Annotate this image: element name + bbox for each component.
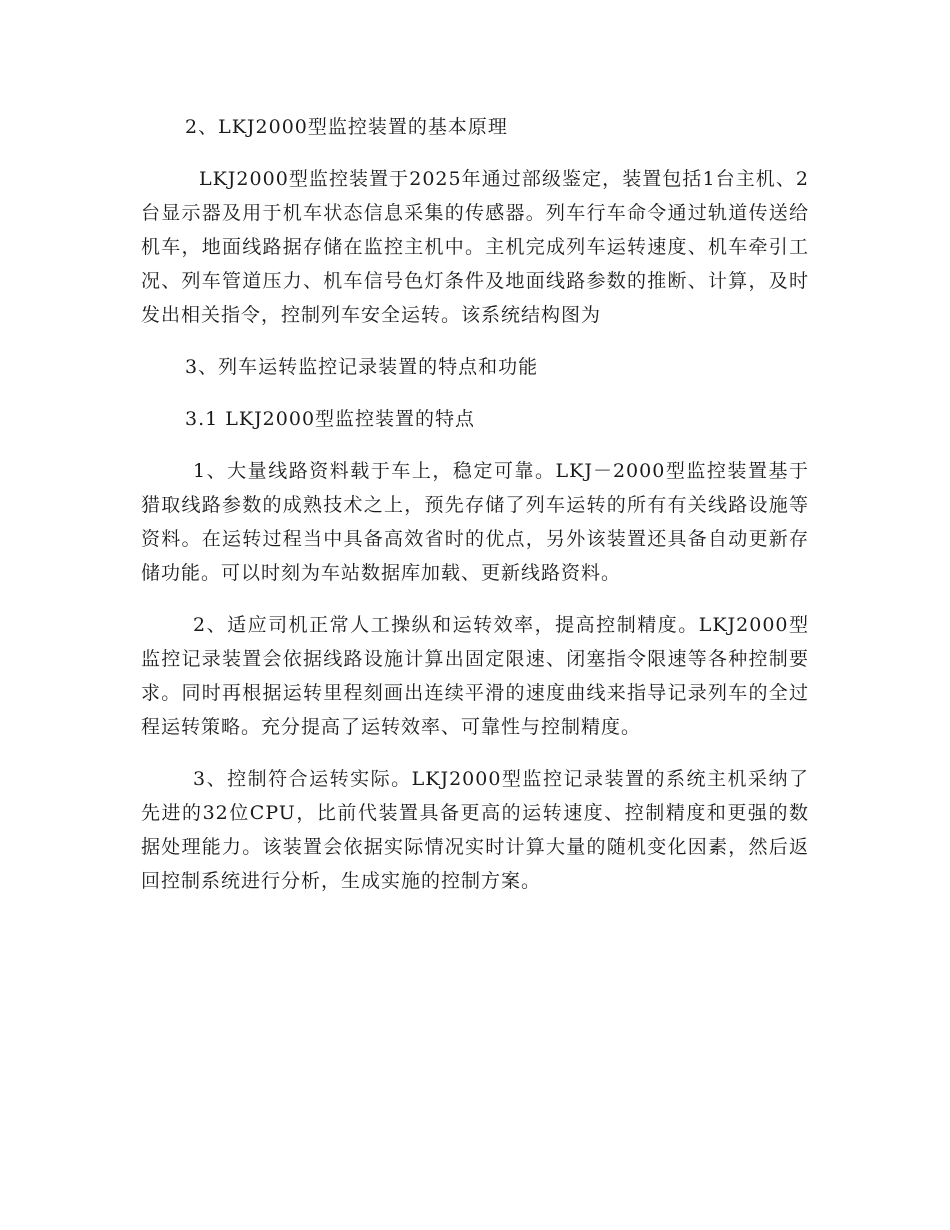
section-3-1-heading: 3.1 LKJ2000型监控装置的特点: [185, 408, 476, 430]
feature-point-1: 1、大量线路资料载于车上，稳定可靠。LKJ－2000型监控装置基于猎取线路参数的成熟技术之上，预先存储了列车运转的所有有关线路设施等资料。在运转过程当中具备高效省时的优点，另外该装置还具备自动更新存储功能。可以时刻为车站数据库加载、更新线路资料。: [141, 460, 809, 584]
feature-point-3: 3、控制符合运转实际。LKJ2000型监控记录装置的系统主机采纳了先进的32位CPU，比前代装置具备更高的运转速度、控制精度和更强的数据处理能力。该装置会依据实际情况实时计算大量的随机变化因素，然后返回控制系统进行分析，生成实施的控制方案。: [141, 768, 809, 892]
section-2-heading: 2、LKJ2000型监控装置的基本原理: [185, 116, 508, 138]
document-body: [141, 110, 809, 916]
section-2-paragraph: LKJ2000型监控装置于2025年通过部级鉴定，装置包括1台主机、2台显示器及用于机车状态信息采集的传感器。列车行车命令通过轨道传送给机车，地面线路据存储在监控主机中。主机完成列车运转速度、机车牵引工况、列车管道压力、机车信号色灯条件及地面线路参数的推断、计算，及时发出相关指令，控制列车安全运转。该系统结构图为: [141, 168, 809, 326]
section-3-heading: 3、列车运转监控记录装置的特点和功能: [185, 356, 539, 378]
feature-point-2: 2、适应司机正常人工操纵和运转效率，提高控制精度。LKJ2000型监控记录装置会依据线路设施计算出固定限速、闭塞指令限速等各种控制要求。同时再根据运转里程刻画出连续平滑的速度曲线来指导记录列车的全过程运转策略。充分提高了运转效率、可靠性与控制精度。: [141, 614, 809, 738]
